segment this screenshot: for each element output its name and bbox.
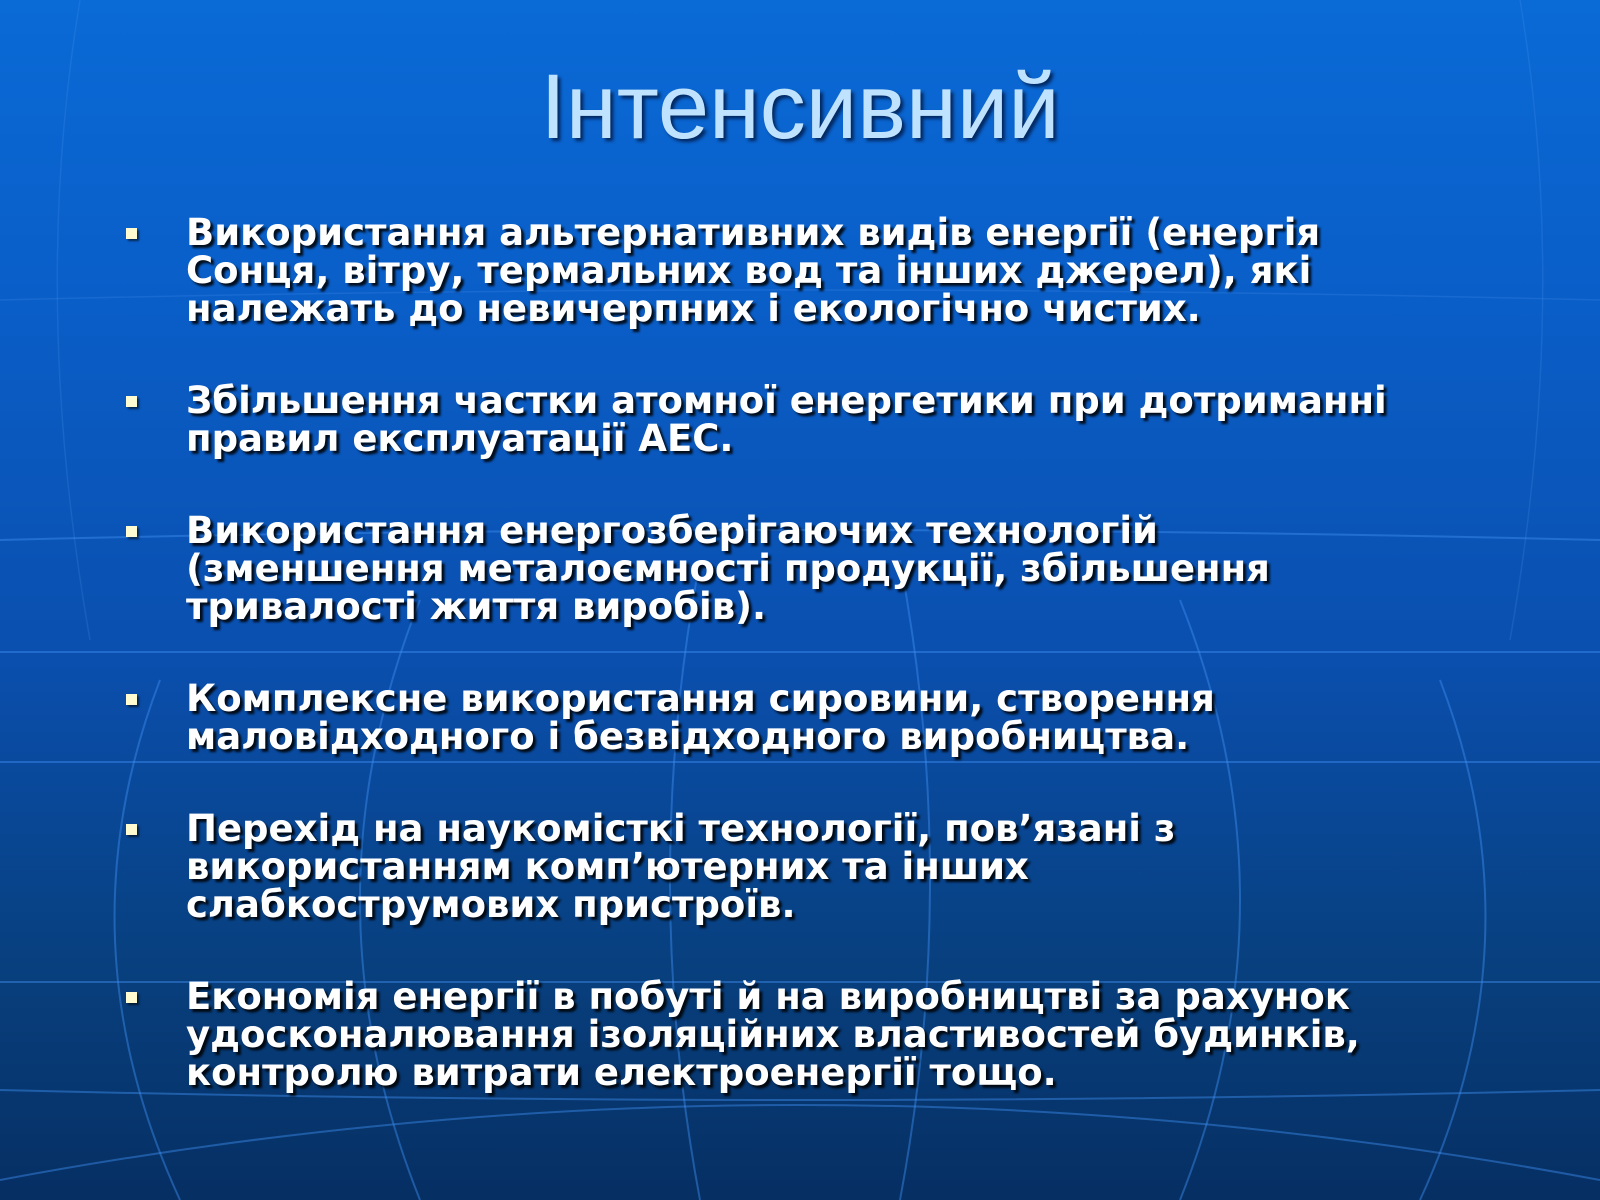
bullet-text-line: Збільшення частки атомної енергетики при дотриманні <box>186 379 1387 422</box>
bullet-text-line: Використання альтернативних видів енергії (енергія <box>186 211 1321 254</box>
bullet-item <box>118 211 1568 330</box>
bullet-text-line: використанням комп’ютерних та інших <box>186 845 1029 888</box>
bullet-text-line: Комплексне використання сировини, створення <box>186 677 1215 720</box>
bullet-text-line: Сонця, вітру, термальних вод та інших джерел), які <box>186 249 1312 292</box>
bullet-item <box>118 677 1568 758</box>
bullet-text-line: тривалості життя виробів). <box>186 585 767 628</box>
bullet-item <box>118 379 1568 460</box>
square-bullet-icon <box>126 228 137 239</box>
bullet-text-line: Економія енергії в побуті й на виробництві за рахунок <box>186 975 1350 1018</box>
bullet-list <box>118 211 1568 1146</box>
bullet-text-line: (зменшення металоємності продукції, збільшення <box>186 547 1270 590</box>
bullet-text-line: удосконалювання ізоляційних властивостей будинків, <box>186 1013 1360 1056</box>
bullet-item <box>118 509 1568 628</box>
bullet-text-line: належать до невичерпних і екологічно чистих. <box>186 287 1201 330</box>
square-bullet-icon <box>126 526 137 537</box>
square-bullet-icon <box>126 992 137 1003</box>
bullet-item <box>118 975 1568 1094</box>
bullet-text-line: маловідходного і безвідходного виробництва. <box>186 715 1190 758</box>
square-bullet-icon <box>126 694 137 705</box>
bullet-text-line: правил експлуатації АЕС. <box>186 417 734 460</box>
bullet-text-line: слабкострумових пристроїв. <box>186 883 796 926</box>
bullet-item <box>118 807 1568 926</box>
slide-title: Інтенсивний <box>540 56 1060 158</box>
bullet-text-line: контролю витрати електроенергії тощо. <box>186 1051 1057 1094</box>
bullet-text-line: Перехід на наукомісткі технології, пов’язані з <box>186 807 1176 850</box>
square-bullet-icon <box>126 396 137 407</box>
bullet-text-line: Використання енергозберігаючих технологій <box>186 509 1158 552</box>
square-bullet-icon <box>126 824 137 835</box>
